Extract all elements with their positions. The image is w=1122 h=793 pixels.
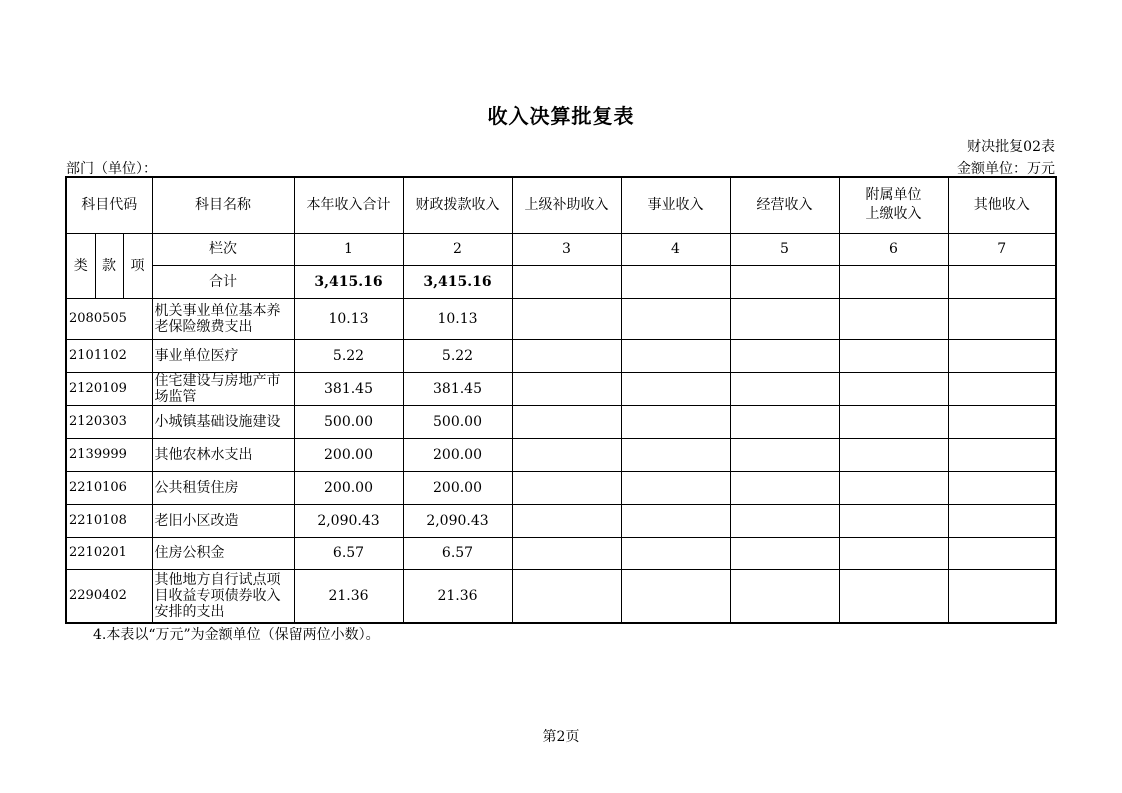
column-index-label: 栏次 bbox=[152, 233, 294, 265]
total-income-value: 200.00 bbox=[294, 438, 403, 471]
subject-code: 2210108 bbox=[66, 504, 152, 537]
empty-cell bbox=[948, 504, 1056, 537]
empty-cell bbox=[730, 471, 839, 504]
empty-cell bbox=[839, 298, 948, 339]
empty-cell bbox=[512, 438, 621, 471]
empty-cell bbox=[839, 339, 948, 372]
empty-cell bbox=[730, 438, 839, 471]
subject-name: 住宅建设与房地产市场监管 bbox=[152, 372, 294, 405]
empty-cell bbox=[730, 569, 839, 623]
empty-cell bbox=[512, 298, 621, 339]
table-row bbox=[66, 438, 1056, 471]
subject-name: 其他地方自行试点项目收益专项债券收入安排的支出 bbox=[152, 569, 294, 623]
empty-cell bbox=[621, 265, 730, 298]
subject-code: 2101102 bbox=[66, 339, 152, 372]
header-kuan: 款 bbox=[95, 233, 123, 298]
empty-cell bbox=[948, 569, 1056, 623]
fiscal-value: 5.22 bbox=[403, 339, 512, 372]
empty-cell bbox=[512, 504, 621, 537]
empty-cell bbox=[839, 471, 948, 504]
column-index: 4 bbox=[621, 233, 730, 265]
total-income-value: 10.13 bbox=[294, 298, 403, 339]
subject-code: 2210201 bbox=[66, 537, 152, 569]
empty-cell bbox=[512, 339, 621, 372]
income-table bbox=[65, 176, 1057, 624]
total-income-value: 3,415.16 bbox=[294, 265, 403, 298]
empty-cell bbox=[948, 471, 1056, 504]
fiscal-value: 200.00 bbox=[403, 438, 512, 471]
empty-cell bbox=[839, 504, 948, 537]
column-index: 3 bbox=[512, 233, 621, 265]
header-row bbox=[66, 177, 1056, 233]
header-total-income: 本年收入合计 bbox=[294, 177, 403, 233]
total-label: 合计 bbox=[152, 265, 294, 298]
total-fiscal-value: 3,415.16 bbox=[403, 265, 512, 298]
subject-code: 2290402 bbox=[66, 569, 152, 623]
empty-cell bbox=[512, 405, 621, 438]
total-income-value: 381.45 bbox=[294, 372, 403, 405]
fiscal-value: 2,090.43 bbox=[403, 504, 512, 537]
header-lei: 类 bbox=[66, 233, 95, 298]
empty-cell bbox=[839, 372, 948, 405]
empty-cell bbox=[948, 339, 1056, 372]
empty-cell bbox=[621, 504, 730, 537]
empty-cell bbox=[730, 339, 839, 372]
table-row bbox=[66, 504, 1056, 537]
empty-cell bbox=[839, 438, 948, 471]
empty-cell bbox=[512, 569, 621, 623]
subject-code: 2139999 bbox=[66, 438, 152, 471]
empty-cell bbox=[512, 372, 621, 405]
empty-cell bbox=[621, 339, 730, 372]
total-income-value: 6.57 bbox=[294, 537, 403, 569]
empty-cell bbox=[512, 265, 621, 298]
header-other: 其他收入 bbox=[948, 177, 1056, 233]
empty-cell bbox=[512, 471, 621, 504]
subject-code: 2120303 bbox=[66, 405, 152, 438]
table-row bbox=[66, 339, 1056, 372]
report-title: 收入决算批复表 bbox=[487, 104, 635, 128]
empty-cell bbox=[621, 471, 730, 504]
fiscal-value: 21.36 bbox=[403, 569, 512, 623]
empty-cell bbox=[948, 298, 1056, 339]
total-income-value: 21.36 bbox=[294, 569, 403, 623]
fiscal-value: 500.00 bbox=[403, 405, 512, 438]
subject-code: 2120109 bbox=[66, 372, 152, 405]
empty-cell bbox=[621, 405, 730, 438]
header-business: 事业收入 bbox=[621, 177, 730, 233]
total-income-value: 2,090.43 bbox=[294, 504, 403, 537]
empty-cell bbox=[621, 569, 730, 623]
header-fiscal: 财政拨款收入 bbox=[403, 177, 512, 233]
empty-cell bbox=[839, 569, 948, 623]
subject-name: 事业单位医疗 bbox=[152, 339, 294, 372]
fiscal-value: 200.00 bbox=[403, 471, 512, 504]
empty-cell bbox=[839, 537, 948, 569]
header-code: 科目代码 bbox=[66, 177, 152, 233]
empty-cell bbox=[730, 537, 839, 569]
total-row bbox=[66, 265, 1056, 298]
table-row bbox=[66, 372, 1056, 405]
total-income-value: 200.00 bbox=[294, 471, 403, 504]
empty-cell bbox=[839, 405, 948, 438]
subject-name: 其他农林水支出 bbox=[152, 438, 294, 471]
table-row bbox=[66, 405, 1056, 438]
empty-cell bbox=[621, 438, 730, 471]
page-number: 第2页 bbox=[542, 729, 580, 745]
empty-cell bbox=[730, 298, 839, 339]
column-index-row bbox=[66, 233, 1056, 265]
empty-cell bbox=[730, 372, 839, 405]
subject-code: 2210106 bbox=[66, 471, 152, 504]
empty-cell bbox=[621, 537, 730, 569]
fiscal-value: 6.57 bbox=[403, 537, 512, 569]
total-income-value: 500.00 bbox=[294, 405, 403, 438]
subject-name: 公共租赁住房 bbox=[152, 471, 294, 504]
header-affiliated: 附属单位上缴收入 bbox=[839, 177, 948, 233]
subject-name: 小城镇基础设施建设 bbox=[152, 405, 294, 438]
empty-cell bbox=[512, 537, 621, 569]
subject-name: 机关事业单位基本养老保险缴费支出 bbox=[152, 298, 294, 339]
subject-code: 2080505 bbox=[66, 298, 152, 339]
empty-cell bbox=[948, 265, 1056, 298]
table-row bbox=[66, 537, 1056, 569]
header-name: 科目名称 bbox=[152, 177, 294, 233]
header-superior: 上级补助收入 bbox=[512, 177, 621, 233]
fiscal-value: 10.13 bbox=[403, 298, 512, 339]
empty-cell bbox=[730, 265, 839, 298]
department-label: 部门（单位）： bbox=[66, 161, 157, 177]
column-index: 6 bbox=[839, 233, 948, 265]
empty-cell bbox=[730, 405, 839, 438]
footnote: 4.本表以“万元”为金额单位（保留两位小数）。 bbox=[93, 627, 380, 643]
empty-cell bbox=[948, 438, 1056, 471]
empty-cell bbox=[621, 298, 730, 339]
subject-name: 老旧小区改造 bbox=[152, 504, 294, 537]
header-xiang: 项 bbox=[123, 233, 152, 298]
table-row bbox=[66, 298, 1056, 339]
column-index: 7 bbox=[948, 233, 1056, 265]
column-index: 5 bbox=[730, 233, 839, 265]
table-row bbox=[66, 471, 1056, 504]
fiscal-value: 381.45 bbox=[403, 372, 512, 405]
amount-unit-label: 金额单位：万元 bbox=[957, 161, 1055, 177]
table-row bbox=[66, 569, 1056, 623]
column-index: 2 bbox=[403, 233, 512, 265]
form-number: 财决批复02表 bbox=[967, 139, 1055, 155]
empty-cell bbox=[621, 372, 730, 405]
empty-cell bbox=[948, 537, 1056, 569]
header-operating: 经营收入 bbox=[730, 177, 839, 233]
empty-cell bbox=[948, 405, 1056, 438]
empty-cell bbox=[839, 265, 948, 298]
subject-name: 住房公积金 bbox=[152, 537, 294, 569]
column-index: 1 bbox=[294, 233, 403, 265]
empty-cell bbox=[948, 372, 1056, 405]
empty-cell bbox=[730, 504, 839, 537]
total-income-value: 5.22 bbox=[294, 339, 403, 372]
